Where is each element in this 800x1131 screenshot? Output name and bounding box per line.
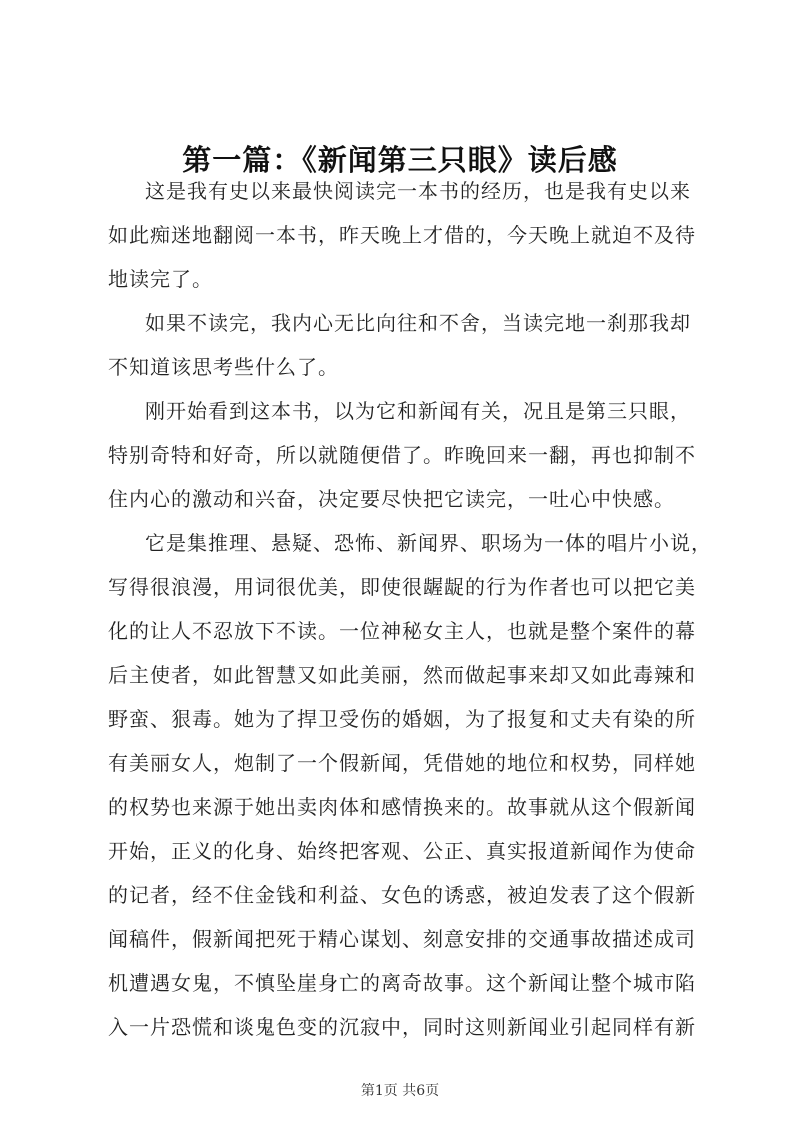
document-title: 第一篇：《新闻第三只眼》读后感 [182,143,618,177]
text-line: 入一片恐慌和谈鬼色变的沉寂中，同时这则新闻业引起同样有新 [108,1015,696,1039]
paragraph [108,389,698,521]
text-line: 的记者，经不住金钱和利益、女色的诱惑，被迫发表了这个假新 [108,883,696,907]
text-line: 如此痴迷地翻阅一本书，昨天晚上才借的，今天晚上就迫不及待 [108,223,696,247]
document-body [108,169,712,1049]
text-line: 的权势也来源于她出卖肉体和感情换来的。故事就从这个假新闻 [108,795,696,819]
text-line: 有美丽女人，炮制了一个假新闻，凭借她的地位和权势，同样她 [108,751,696,775]
text-line: 地读完了。 [108,267,213,291]
paragraph [108,301,698,389]
text-line: 写得很浪漫，用词很优美，即使很龌龊的行为作者也可以把它美 [108,575,696,599]
text-line: 住内心的激动和兴奋，决定要尽快把它读完，一吐心中快感。 [108,487,675,511]
text-line: 它是集推理、悬疑、恐怖、新闻界、职场为一体的唱片小说， [145,531,712,555]
text-line: 不知道该思考些什么了。 [108,355,339,379]
text-line: 特别奇特和好奇，所以就随便借了。昨晚回来一翻，再也抑制不 [108,443,696,467]
text-line: 如果不读完，我内心无比向往和不舍，当读完地一刹那我却 [145,311,691,335]
text-line: 野蛮、狠毒。她为了捍卫受伤的婚姻，为了报复和丈夫有染的所 [108,707,696,731]
paragraph [108,521,712,1049]
text-line: 这是我有史以来最快阅读完一本书的经历，也是我有史以来 [145,179,691,203]
text-line: 机遭遇女鬼，不慎坠崖身亡的离奇故事。这个新闻让整个城市陷 [108,971,696,995]
paragraph [108,169,698,301]
text-line: 化的让人不忍放下不读。一位神秘女主人，也就是整个案件的幕 [108,619,696,643]
text-line: 后主使者，如此智慧又如此美丽，然而做起事来却又如此毒辣和 [108,663,696,687]
page-footer: 第1页 共6页 [360,1083,440,1099]
text-line: 刚开始看到这本书，以为它和新闻有关，况且是第三只眼， [145,399,691,423]
text-line: 开始，正义的化身、始终把客观、公正、真实报道新闻作为使命 [108,839,696,863]
text-line: 闻稿件，假新闻把死于精心谋划、刻意安排的交通事故描述成司 [108,927,696,951]
